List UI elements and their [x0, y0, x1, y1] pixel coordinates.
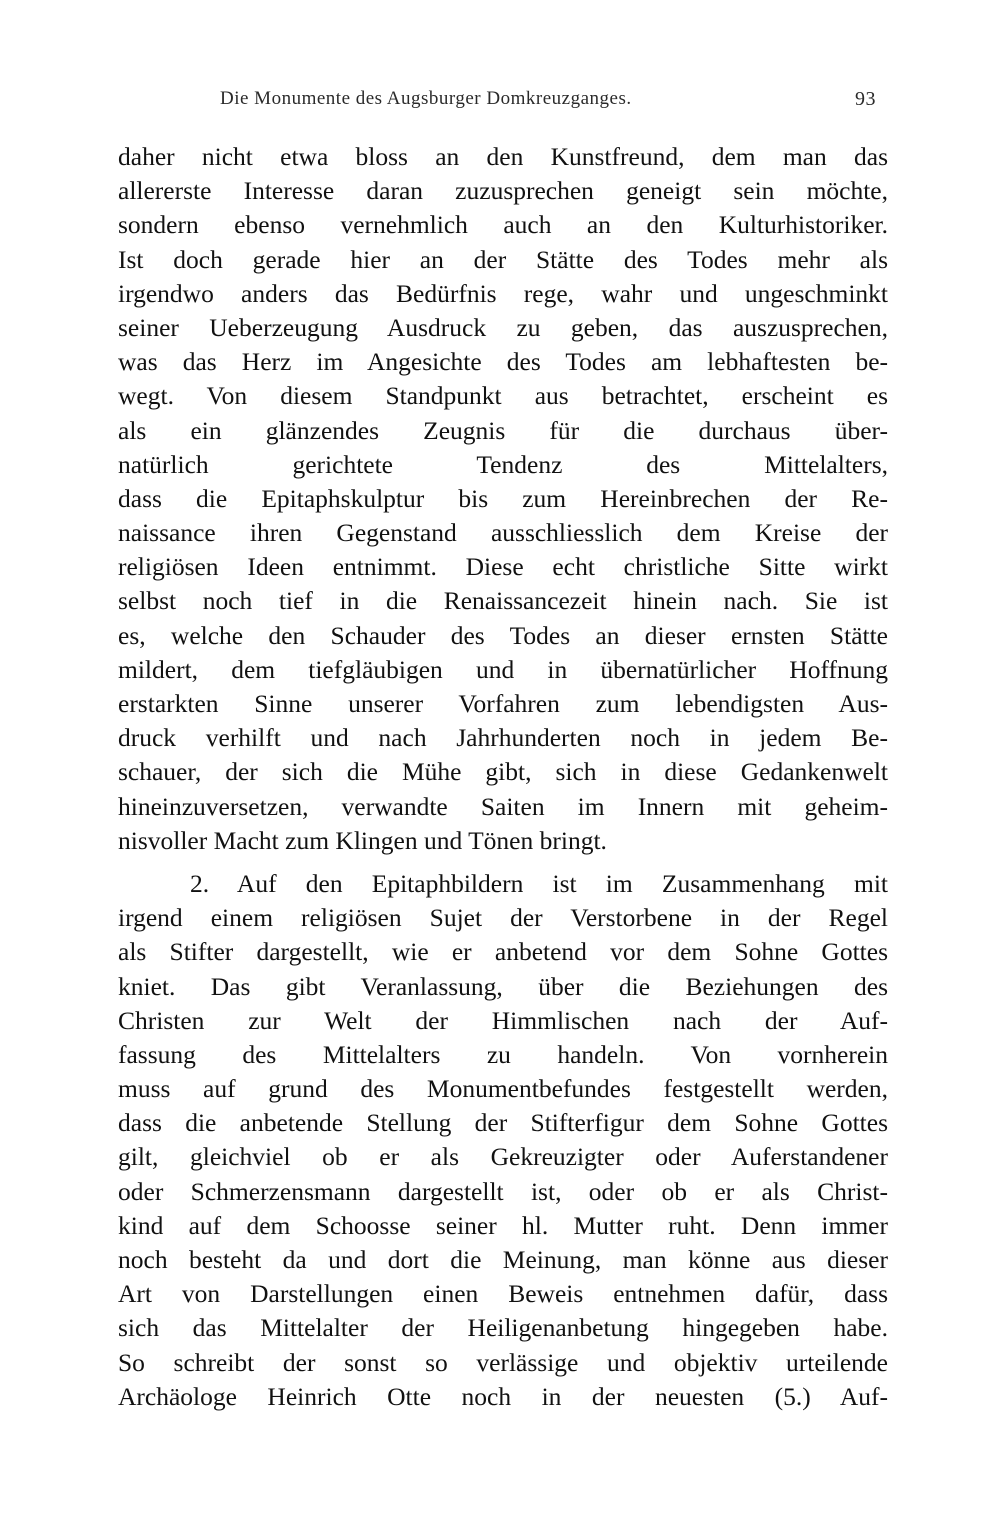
text-line: dass die Epitaphskulptur bis zum Hereinbrechen der Re-: [118, 483, 888, 513]
running-title: Die Monumente des Augsburger Domkreuzganges.: [220, 88, 632, 109]
text-line: sich das Mittelalter der Heiligenanbetung hingegeben habe.: [118, 1313, 888, 1343]
text-line: naissance ihren Gegenstand ausschliesslich dem Kreise der: [118, 518, 888, 548]
text-line: Christen zur Welt der Himmlischen nach der Auf-: [118, 1005, 888, 1035]
text-line: was das Herz im Angesichte des Todes am lebhaftesten be-: [118, 347, 888, 377]
text-line: es, welche den Schauder des Todes an dieser ernsten Stätte: [118, 620, 888, 650]
text-line: irgendwo anders das Bedürfnis rege, wahr und ungeschminkt: [118, 278, 888, 308]
paragraph-1: [118, 140, 888, 858]
text-line: religiösen Ideen entnimmt. Diese echt christliche Sitte wirkt: [118, 552, 888, 582]
page-header: [220, 88, 890, 118]
text-line: noch besteht da und dort die Meinung, man könne aus dieser: [118, 1245, 888, 1274]
text-line: muss auf grund des Monumentbefundes festgestellt werden,: [118, 1074, 888, 1104]
text-line: fassung des Mittelalters zu handeln. Von vornherein: [118, 1039, 888, 1069]
body-text: [118, 140, 888, 1414]
text-line: als ein glänzendes Zeugnis für die durchaus über-: [118, 415, 888, 445]
text-line: So schreibt der sonst so verlässige und objektiv urteilende: [118, 1347, 888, 1377]
text-line: sondern ebenso vernehmlich auch an den Kulturhistoriker.: [118, 210, 888, 240]
text-line: kniet. Das gibt Veranlassung, über die Beziehungen des: [118, 971, 888, 1001]
text-line: wegt. Von diesem Standpunkt aus betrachtet, erscheint es: [118, 381, 888, 411]
text-line: daher nicht etwa bloss an den Kunstfreund, dem man das: [118, 142, 888, 171]
text-line: Art von Darstellungen einen Beweis entnehmen dafür, dass: [118, 1279, 888, 1309]
text-line: oder Schmerzensmann dargestellt ist, oder ob er als Christ-: [118, 1176, 888, 1206]
page-number: 93: [855, 88, 876, 110]
text-line: selbst noch tief in die Renaissancezeit hinein nach. Sie ist: [118, 586, 888, 616]
text-line: natürlich gerichtete Tendenz des Mittelalters,: [118, 449, 888, 479]
text-line: Archäologe Heinrich Otte noch in der neuesten (5.) Auf-: [118, 1381, 888, 1411]
text-line: seiner Ueberzeugung Ausdruck zu geben, das auszusprechen,: [118, 312, 888, 342]
text-line: Ist doch gerade hier an der Stätte des Todes mehr als: [118, 244, 888, 274]
text-line: kind auf dem Schoosse seiner hl. Mutter ruht. Denn immer: [118, 1210, 888, 1240]
text-line: erstarkten Sinne unserer Vorfahren zum lebendigsten Aus-: [118, 689, 888, 718]
paragraph-2: [118, 867, 888, 1414]
text-line: gilt, gleichviel ob er als Gekreuzigter oder Auferstandener: [118, 1142, 888, 1172]
text-line: irgend einem religiösen Sujet der Verstorbene in der Regel: [118, 903, 888, 933]
text-line: schauer, der sich die Mühe gibt, sich in diese Gedankenwelt: [118, 757, 888, 787]
text-line: druck verhilft und nach Jahrhunderten noch in jedem Be-: [118, 723, 888, 753]
text-line: dass die anbetende Stellung der Stifterfigur dem Sohne Gottes: [118, 1108, 888, 1138]
text-line: hineinzuversetzen, verwandte Saiten im Innern mit geheim-: [118, 791, 888, 821]
text-line: nisvoller Macht zum Klingen und Tönen bringt.: [118, 825, 607, 855]
text-line: allererste Interesse daran zuzusprechen geneigt sein möchte,: [118, 176, 888, 206]
text-line: als Stifter dargestellt, wie er anbetend vor dem Sohne Gottes: [118, 937, 888, 967]
text-line: mildert, dem tiefgläubigen und in übernatürlicher Hoffnung: [118, 654, 888, 684]
text-line: 2. Auf den Epitaphbildern ist im Zusammenhang mit: [190, 868, 888, 898]
